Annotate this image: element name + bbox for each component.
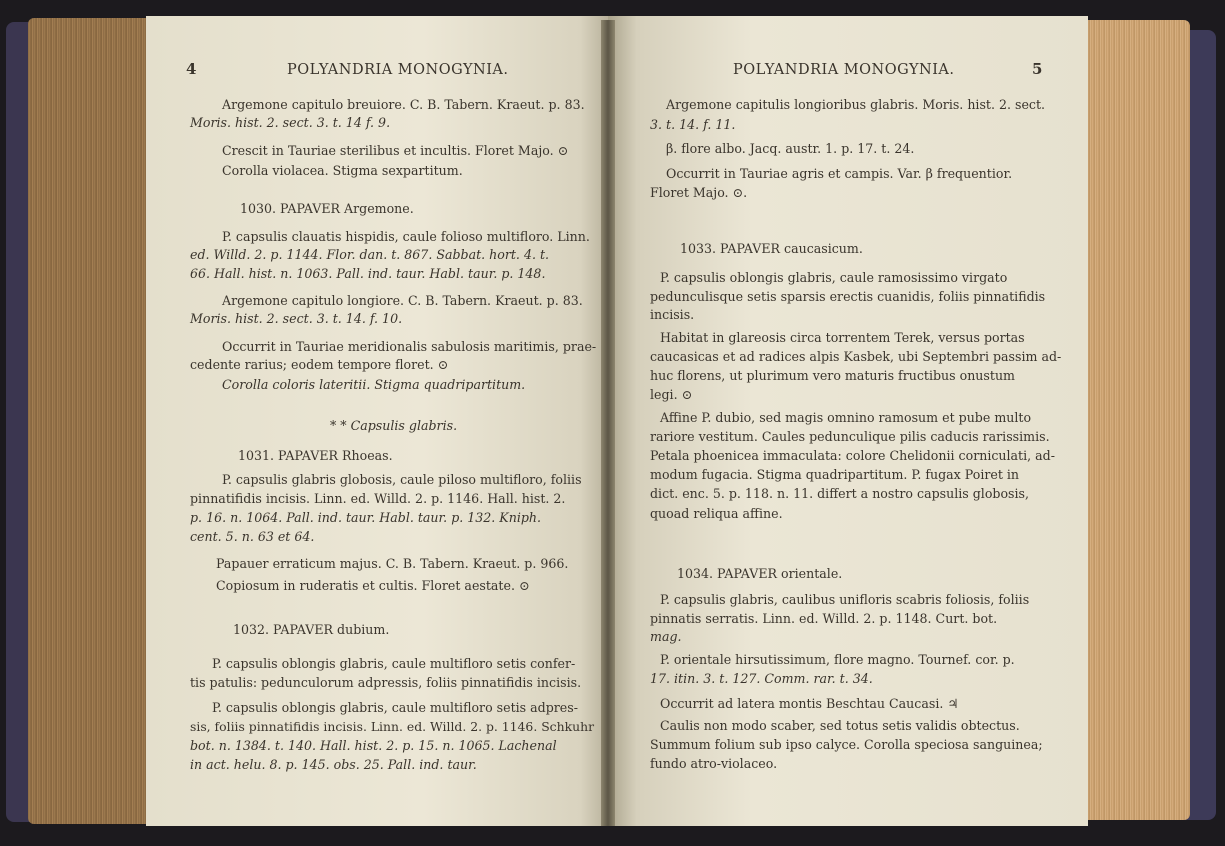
right-page-header: POLYANDRIA MONOGYNIA. bbox=[733, 62, 955, 78]
book-gutter bbox=[601, 20, 615, 826]
species-heading: 1031. PAPAVER Rhoeas. bbox=[238, 448, 393, 463]
text-line: 17. itin. 3. t. 127. Comm. rar. t. 34. bbox=[650, 671, 873, 686]
text-line: cent. 5. n. 63 et 64. bbox=[190, 529, 315, 544]
text-line: Corolla violacea. Stigma sexpartitum. bbox=[222, 163, 463, 178]
text-line: pinnatifidis incisis. Linn. ed. Willd. 2. p. 1146. Hall. hist. 2. bbox=[190, 491, 566, 506]
left-page-header: POLYANDRIA MONOGYNIA. bbox=[287, 62, 509, 78]
text-line: Moris. hist. 2. sect. 3. t. 14. f. 10. bbox=[190, 311, 403, 326]
text-line: Copiosum in ruderatis et cultis. Floret aestate. ⊙ bbox=[216, 578, 530, 593]
text-line: Habitat in glareosis circa torrentem Terek, versus portas bbox=[660, 330, 1025, 345]
text-line: P. capsulis oblongis glabris, caule multifloro setis confer- bbox=[212, 656, 576, 671]
text-line: in act. helu. 8. p. 145. obs. 25. Pall. ind. taur. bbox=[190, 757, 477, 772]
text-line: P. capsulis oblongis glabris, caule ramosissimo virgato bbox=[660, 270, 1008, 285]
page-edges-left bbox=[28, 18, 150, 824]
text-line: Corolla coloris lateritii. Stigma quadripartitum. bbox=[222, 377, 526, 392]
text-line: 3. t. 14. f. 11. bbox=[650, 117, 736, 132]
left-page-number: 4 bbox=[186, 60, 197, 78]
text-line: rariore vestitum. Caules pedunculique pilis caducis rarissimis. bbox=[650, 429, 1050, 444]
text-line: pedunculisque setis sparsis erectis cuanidis, foliis pinnatifidis bbox=[650, 289, 1046, 304]
text-line: modum fugacia. Stigma quadripartitum. P. fugax Poiret in bbox=[650, 467, 1020, 482]
text-line: legi. ⊙ bbox=[650, 387, 693, 402]
text-line: Petala phoenicea immaculata: colore Chelidonii corniculati, ad- bbox=[650, 448, 1055, 463]
text-line: Occurrit in Tauriae agris et campis. Var. β frequentior. bbox=[666, 166, 1013, 181]
text-line: Papauer erraticum majus. C. B. Tabern. Kraeut. p. 966. bbox=[216, 556, 569, 571]
species-heading: 1032. PAPAVER dubium. bbox=[233, 622, 390, 637]
text-line: sis, foliis pinnatifidis incisis. Linn. ed. Willd. 2. p. 1146. Schkuhr bbox=[190, 719, 594, 734]
text-line: 66. Hall. hist. n. 1063. Pall. ind. taur. Habl. taur. p. 148. bbox=[190, 266, 546, 281]
text-line: tis patulis: pedunculorum adpressis, foliis pinnatifidis incisis. bbox=[190, 675, 582, 690]
text-line: P. capsulis glabris globosis, caule piloso multifloro, foliis bbox=[222, 472, 582, 487]
page-edges-right bbox=[1086, 20, 1190, 820]
text-line: β. flore albo. Jacq. austr. 1. p. 17. t. 24. bbox=[666, 141, 915, 156]
text-line: quoad reliqua affine. bbox=[650, 506, 783, 521]
text-line: incisis. bbox=[650, 307, 695, 322]
text-line: cedente rarius; eodem tempore floret. ⊙ bbox=[190, 357, 449, 372]
text-line: Affine P. dubio, sed magis omnino ramosum et pube multo bbox=[660, 410, 1032, 425]
species-heading: 1033. PAPAVER caucasicum. bbox=[680, 241, 863, 256]
text-line: P. capsulis glabris, caulibus unifloris scabris foliosis, foliis bbox=[660, 592, 1030, 607]
text-line: Floret Majo. ⊙. bbox=[650, 185, 748, 200]
text-line: huc florens, ut plurimum vero maturis fructibus onustum bbox=[650, 368, 1015, 383]
text-line: Argemone capitulis longioribus glabris. Moris. hist. 2. sect. bbox=[666, 97, 1046, 112]
text-line: bot. n. 1384. t. 140. Hall. hist. 2. p. 15. n. 1065. Lachenal bbox=[190, 738, 557, 753]
text-line: p. 16. n. 1064. Pall. ind. taur. Habl. taur. p. 132. Kniph. bbox=[190, 510, 542, 525]
text-line: Argemone capitulo longiore. C. B. Tabern. Kraeut. p. 83. bbox=[222, 293, 583, 308]
right-page-number: 5 bbox=[1032, 60, 1043, 78]
text-line: Summum folium sub ipso calyce. Corolla speciosa sanguinea; bbox=[650, 737, 1043, 752]
section-heading: * * Capsulis glabris. bbox=[330, 418, 458, 433]
text-line: fundo atro-violaceo. bbox=[650, 756, 778, 771]
text-line: Occurrit ad latera montis Beschtau Caucasi. ♃ bbox=[660, 696, 959, 711]
text-line: ed. Willd. 2. p. 1144. Flor. dan. t. 867. Sabbat. hort. 4. t. bbox=[190, 247, 550, 262]
text-line: P. orientale hirsutissimum, flore magno. Tournef. cor. p. bbox=[660, 652, 1015, 667]
species-heading: 1034. PAPAVER orientale. bbox=[677, 566, 843, 581]
text-line: caucasicas et ad radices alpis Kasbek, ubi Septembri passim ad- bbox=[650, 349, 1062, 364]
text-line: mag. bbox=[650, 629, 682, 644]
text-line: Argemone capitulo breuiore. C. B. Tabern. Kraeut. p. 83. bbox=[222, 97, 585, 112]
text-line: Occurrit in Tauriae meridionalis sabulosis maritimis, prae- bbox=[222, 339, 597, 354]
species-heading: 1030. PAPAVER Argemone. bbox=[240, 201, 414, 216]
text-line: Moris. hist. 2. sect. 3. t. 14 f. 9. bbox=[190, 115, 391, 130]
text-line: Caulis non modo scaber, sed totus setis validis obtectus. bbox=[660, 718, 1020, 733]
text-line: dict. enc. 5. p. 118. n. 11. differt a nostro capsulis globosis, bbox=[650, 486, 1030, 501]
text-line: P. capsulis oblongis glabris, caule multifloro setis adpres- bbox=[212, 700, 578, 715]
text-line: pinnatis serratis. Linn. ed. Willd. 2. p. 1148. Curt. bot. bbox=[650, 611, 998, 626]
text-line: P. capsulis clauatis hispidis, caule folioso multifloro. Linn. bbox=[222, 229, 590, 244]
text-line: Crescit in Tauriae sterilibus et incultis. Floret Majo. ⊙ bbox=[222, 143, 569, 158]
